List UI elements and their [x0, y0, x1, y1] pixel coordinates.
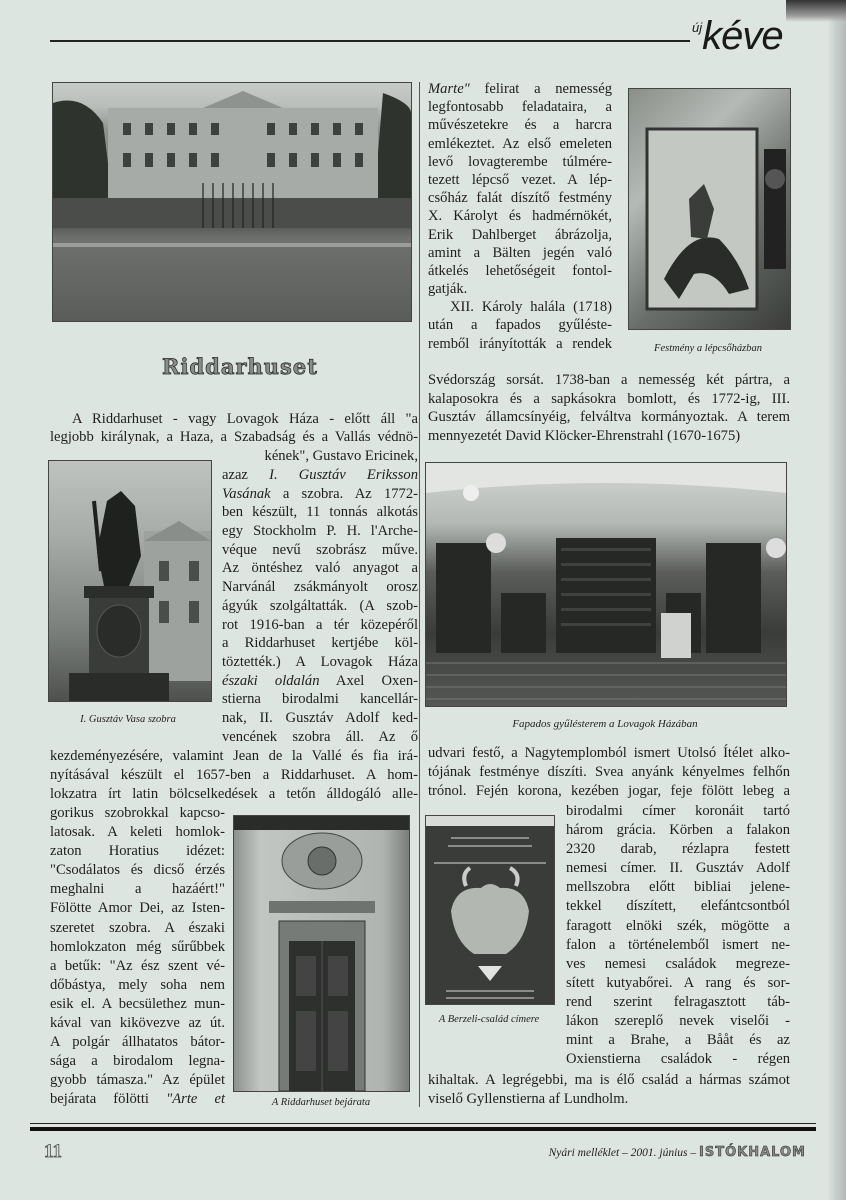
text-line	[428, 316, 612, 334]
text-segment: homlokzaton még sűrűbbek	[50, 938, 225, 955]
text-segment: rot 1916-ban a tér közepéről	[222, 616, 418, 633]
text-segment: kalaposokra és a sapkásokra bomlott, és 1772-ig, III.	[428, 390, 790, 407]
text-segment: Axel Oxen-	[319, 672, 418, 689]
text-segment: a Riddarhuset kertjébe köl-	[222, 635, 418, 652]
text-segment: kihaltak. A legrégebbi, ma is élő család a hármas számot	[428, 1072, 790, 1088]
text-segment: A polgár állhatatos bátor-	[50, 1034, 225, 1051]
footer-rule-thick	[30, 1127, 816, 1131]
text-line	[222, 559, 418, 578]
text-line	[50, 823, 225, 842]
text-line	[222, 522, 418, 541]
text-line	[222, 578, 418, 597]
text-segment: mennyezetét David Klöcker-Ehrenstrahl (1670-1675)	[428, 427, 741, 444]
text-line	[222, 541, 418, 560]
text-line	[566, 955, 790, 974]
italic-text-segment: "Arte et	[166, 1091, 225, 1108]
text-segment: ben készült, 11 tonnás alkotás	[222, 504, 418, 521]
text-line	[428, 171, 612, 189]
text-line	[566, 993, 790, 1012]
text-segment: "Csodálatos és dicső érzés	[50, 862, 225, 879]
text-segment: lákon szereplő nevek viselői -	[566, 1013, 790, 1030]
text-segment: egy Stockholm P. H. l'Arche-	[222, 523, 418, 540]
text-segment: trónol. Fején korona, kezében jogar, feje fölött lebeg a	[428, 783, 790, 800]
hall-illustration	[426, 463, 786, 706]
caption-hall: Fapados gyűlésterem a Lovagok Házában	[512, 718, 698, 730]
text-segment: ves nemesi családok megreze-	[566, 955, 790, 972]
text-segment: amint a Bälten jegén való	[428, 244, 612, 261]
text-line	[428, 280, 612, 298]
text-line	[222, 709, 418, 728]
text-line	[566, 1012, 790, 1031]
text-line	[566, 821, 790, 840]
text-line	[428, 226, 612, 244]
text-line	[428, 390, 790, 409]
text-line	[50, 1014, 225, 1033]
text-line	[428, 98, 612, 116]
text-segment: nyításával készült el 1657-ben a Riddarhuset. A hom-	[50, 767, 418, 784]
text-line	[50, 766, 418, 785]
berzeli-coat-of-arms-photo	[425, 815, 555, 1005]
column-divider	[419, 82, 420, 1107]
text-line	[50, 957, 225, 976]
text-segment: Az öntéshez való anyagot a	[222, 560, 418, 577]
text-line	[222, 503, 418, 522]
text-line	[428, 744, 790, 763]
text-line	[566, 974, 790, 993]
article-right-paragraph-1	[428, 371, 790, 445]
text-line	[50, 1071, 225, 1090]
text-segment: mint a Brahe, a Bååt és az	[566, 1032, 790, 1049]
text-segment: átkelés lehetőségeit fontol-	[428, 262, 612, 279]
entrance-illustration	[234, 816, 409, 1091]
text-segment: kezdeményezésére, valamint Jean de la Vallé és fia irá-	[50, 748, 418, 764]
text-line	[566, 1031, 790, 1050]
italic-text-segment: északi oldalán	[222, 672, 320, 689]
italic-text-segment: Vasának	[222, 485, 271, 502]
text-segment: sített kutyabőrei. A rang és sor-	[566, 974, 790, 991]
article-column-d	[566, 802, 790, 1069]
riddarhuset-entrance-photo	[233, 815, 410, 1092]
text-line	[566, 936, 790, 955]
text-line	[50, 919, 225, 938]
text-segment: stierna birodalmi kancellár-	[222, 691, 418, 708]
text-segment: A Riddarhuset - vagy Lovagok Háza - előtt áll "a	[72, 411, 418, 427]
header-rule	[50, 40, 690, 42]
text-segment: birodalmi címer koronáit tartó	[566, 803, 790, 819]
text-segment: kával van kikövezve az út.	[50, 1015, 225, 1032]
article-column-c	[50, 804, 225, 1110]
text-line	[222, 690, 418, 709]
text-line	[566, 917, 790, 936]
text-line	[428, 1071, 790, 1090]
text-segment: sága a birodalom legna-	[50, 1053, 225, 1070]
article-column-a	[428, 80, 612, 353]
text-segment: 2320 darab, rézlapra festett	[566, 841, 790, 858]
text-segment: legjobb királynak, a Haza, a Szabadság és a Vallás védnö-	[50, 429, 418, 446]
text-segment: bejárata fölötti	[50, 1091, 167, 1108]
text-line	[50, 861, 225, 880]
caption-staircase-painting: Festmény a lépcsőházban	[654, 343, 762, 354]
text-segment: dőbástya, mely soha nem	[50, 976, 225, 993]
text-line	[50, 785, 418, 804]
text-line	[566, 802, 790, 821]
text-line	[428, 80, 612, 98]
italic-text-segment: I. Gusztáv Eriksson	[269, 467, 418, 483]
text-line	[50, 938, 225, 957]
footer-issue: Nyári melléklet – 2001. június –	[548, 1147, 700, 1159]
text-line	[222, 728, 418, 747]
text-line	[222, 466, 418, 485]
text-line	[50, 428, 418, 446]
text-line	[50, 880, 225, 899]
text-segment: zaton Horatius idézet:	[50, 843, 225, 860]
footer-magazine-name: ISTÓKHALOM	[699, 1145, 806, 1160]
text-line	[566, 897, 790, 916]
text-segment: tójának festménye díszíti. Svea anyánk kényelmes felhőn	[428, 764, 790, 781]
article-right-paragraph-2	[428, 744, 790, 802]
text-segment: Svédország sorsát. 1738-ban a nemesség két pártra, a	[428, 372, 790, 388]
text-segment: Gusztáv államcsínyéig, felváltva kormányoztak. A terem	[428, 409, 790, 426]
text-line	[222, 616, 418, 635]
text-segment: gatják.	[428, 281, 468, 298]
text-line	[428, 427, 790, 446]
text-segment: legfontosabb feladataira, a	[428, 99, 612, 116]
text-line	[428, 782, 790, 801]
text-line	[428, 207, 612, 225]
text-segment: három grácia. Körben a falakon	[566, 822, 790, 839]
text-segment: falon a történelemből ismert ne-	[566, 936, 790, 953]
text-line	[50, 899, 225, 918]
text-line	[428, 244, 612, 262]
text-line	[50, 1033, 225, 1052]
text-segment: a szobra. Az 1772-	[270, 485, 418, 502]
text-line	[50, 976, 225, 995]
article-left-paragraph	[50, 747, 418, 805]
article-title: Riddarhuset	[162, 354, 318, 379]
gustav-vasa-statue-photo	[48, 460, 212, 702]
text-segment: után a fapados gyűléste-	[428, 317, 612, 334]
text-segment: esik el. A becsülethez mun-	[50, 995, 225, 1012]
text-line	[50, 1052, 225, 1071]
text-segment: véque nevű szobrász műve.	[222, 541, 418, 558]
text-segment: Erik Dahlberget ábrázolja,	[428, 226, 612, 243]
text-segment: lokzatra írt latin bölcselkedések a tetőn álldogáló alle-	[50, 786, 418, 803]
text-line	[428, 262, 612, 280]
text-line	[50, 842, 225, 861]
riddarhuset-facade-photo	[52, 82, 412, 322]
text-line	[428, 1090, 790, 1109]
text-segment: a betűk: "Az ész szent vé-	[50, 957, 225, 974]
text-line	[428, 135, 612, 153]
page-number: 11	[44, 1141, 62, 1162]
text-segment: XII. Károly halála (1718)	[450, 299, 612, 316]
article-right-paragraph-3	[428, 1071, 790, 1109]
text-line	[50, 804, 225, 823]
text-line	[428, 371, 790, 390]
text-segment: rend szerint felragasztott táb-	[566, 993, 790, 1010]
footer-issue-info	[549, 1145, 806, 1160]
footer-rule-thin	[30, 1123, 816, 1124]
text-segment: mellszobra előtt bibliai jelene-	[566, 879, 790, 896]
painting-illustration	[629, 89, 790, 329]
text-line	[428, 153, 612, 171]
text-line	[50, 995, 225, 1014]
text-line	[222, 634, 418, 653]
text-line	[50, 1090, 225, 1109]
text-line	[222, 485, 418, 504]
logo-small-text: új	[692, 20, 703, 35]
text-line	[566, 878, 790, 897]
magazine-logo	[692, 14, 783, 59]
text-line	[566, 1050, 790, 1069]
italic-text-segment: Marte"	[428, 81, 470, 97]
text-segment: meghalni a hazáért!"	[50, 881, 225, 898]
text-segment: felirat a nemesség	[469, 81, 612, 97]
article-column-b	[222, 466, 418, 746]
facade-illustration	[53, 83, 411, 321]
text-line	[50, 747, 418, 766]
text-segment: gyobb támasza." Az épület	[50, 1072, 225, 1089]
text-segment: ágyúk szolgáltatták. (A szob-	[222, 597, 418, 614]
caption-coat-of-arms: A Berzeli-család címere	[438, 1014, 540, 1025]
page-corner-shadow	[786, 0, 846, 22]
staircase-painting-photo	[628, 88, 791, 330]
text-segment: viselő Gyllenstierna af Lundholm.	[428, 1091, 629, 1108]
text-line	[428, 408, 790, 427]
text-segment: X. Károlyt és hadmérnökét,	[428, 208, 612, 225]
text-segment: csőház falát díszítő festmény	[428, 190, 612, 207]
page-edge-shadow	[828, 0, 846, 1200]
text-segment: faragott elnöki szék, mögötte a	[566, 917, 790, 934]
caption-entrance: A Riddarhuset bejárata	[271, 1097, 371, 1108]
text-segment: Fölötte Amor Dei, az Isten-	[50, 900, 225, 917]
logo-main-text: kéve	[702, 14, 783, 58]
text-line	[222, 597, 418, 616]
text-line	[428, 189, 612, 207]
text-line	[428, 298, 612, 316]
text-segment: nak, II. Gusztáv Adolf ked-	[222, 709, 418, 726]
text-line	[428, 335, 612, 353]
article-intro	[50, 410, 418, 465]
text-segment: Narvánál zsákmányolt orosz	[222, 579, 418, 596]
text-segment: emlékeztet. Az első emeleten	[428, 135, 612, 152]
text-segment: szeretet szobra. A északi	[50, 919, 225, 936]
text-segment: Oxienstierna családok - régen	[566, 1051, 790, 1068]
text-line	[566, 859, 790, 878]
text-segment: töztették.) A Lovagok Háza	[222, 653, 418, 670]
caption-statue: I. Gusztáv Vasa szobra	[80, 714, 176, 725]
text-segment: remből irányították a rendek	[428, 335, 612, 352]
text-line	[222, 653, 418, 672]
text-segment: gorikus szobrokkal kapcso-	[50, 805, 225, 821]
text-segment: kének", Gustavo Ericinek,	[264, 447, 418, 464]
text-segment: udvari festő, a Nagytemplomból ismert Utolsó Ítélet alko-	[428, 745, 790, 761]
text-line	[428, 116, 612, 134]
assembly-hall-photo	[425, 462, 787, 707]
text-line	[50, 410, 418, 428]
text-segment: vencének szobra áll. Az ő	[222, 728, 418, 745]
text-segment: levő lovagterembe túlmére-	[428, 153, 612, 170]
text-segment: tezett lépcső vezet. A lép-	[428, 171, 612, 188]
text-segment: művészetekre és a harcra	[428, 117, 612, 134]
text-segment: nemesi címer. II. Gusztáv Adolf	[566, 860, 790, 877]
statue-illustration	[49, 461, 211, 701]
text-line	[566, 840, 790, 859]
text-segment: tekkel díszített, elefántcsontból	[566, 898, 790, 915]
text-segment: latosak. A keleti homlok-	[50, 824, 225, 841]
coat-of-arms-illustration	[426, 816, 554, 1004]
text-line	[222, 672, 418, 691]
text-segment: azaz	[222, 467, 270, 483]
text-line	[428, 763, 790, 782]
